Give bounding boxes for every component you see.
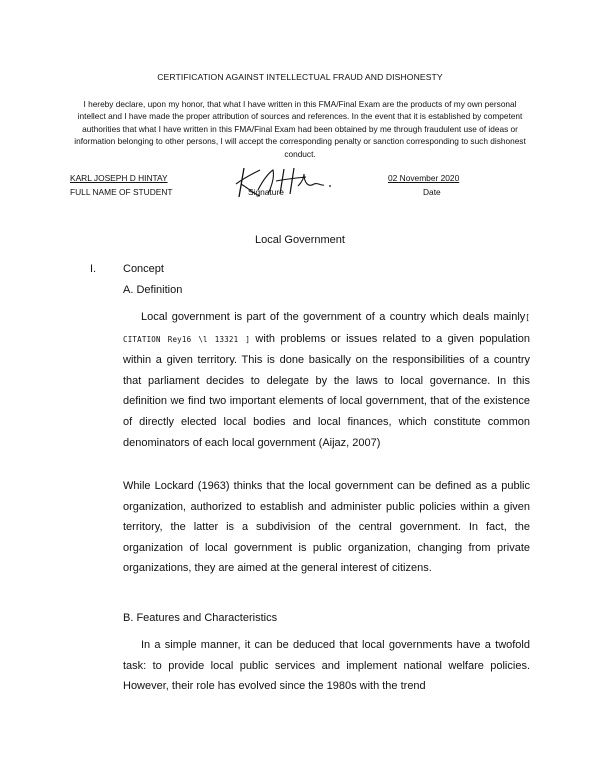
signature-label: Signature [248,187,284,197]
student-name-label: FULL NAME OF STUDENT [70,187,173,197]
handwritten-signature [230,164,340,200]
section-number: I. [90,263,97,275]
section-title: Concept [123,263,164,275]
subsection-features-heading: B. Features and Characteristics [123,612,278,624]
para1-text-end: with problems or issues related to a given population within a given territory. This is done basically on the responsibilities of a country that parliament decides to delegate by the laws to local governance. In this definition we find two important elements of local government, that of the existence of directly elected local bodies and local finances, which constitute common denominators of each local government (Aijaz, 2007) [123,332,530,449]
certification-title: CERTIFICATION AGAINST INTELLECTUAL FRAUD AND DISHONESTY [157,72,443,82]
features-paragraph: In a simple manner, it can be deduced that local governments have a twofold task: to provide local public services and implement national welfare policies. However, their role has evolved since the 1980s with the trend [123,639,530,693]
date-label: Date [423,187,441,197]
signature-block [70,171,530,203]
para1-text-start: Local government is part of the government of a country which deals mainly [141,311,526,323]
subsection-definition-heading: A. Definition [123,284,183,296]
certification-statement: I hereby declare, upon my honor, that what I have written in this FMA/Final Exam are the products of my own personal intellect and I have made the proper attribution of sources and references. In the event that it is established by competent authorities that what I have written in this FMA/Final Exam had been obtained by me through fraudulent use of ideas or information belonging to other persons, I will accept the corresponding penalty or sanction corresponding to such dishonest conduct. [74,99,526,159]
student-name: KARL JOSEPH D HINTAY [70,173,168,183]
citation-field: [ CITATION Rey16 \l 13321 ] [123,313,530,344]
definition-paragraph-2: While Lockard (1963) thinks that the local government can be defined as a public organization, authorized to establish and administer public policies within a given territory, the latter is a subdivision of the central government. In fact, the organization of local government is public organization, changing from private organizations, they are aimed at the general interest of citizens. [123,480,530,575]
document-title: Local Government [255,234,345,246]
date-value: 02 November 2020 [388,173,460,183]
definition-paragraph-1 [123,307,530,453]
